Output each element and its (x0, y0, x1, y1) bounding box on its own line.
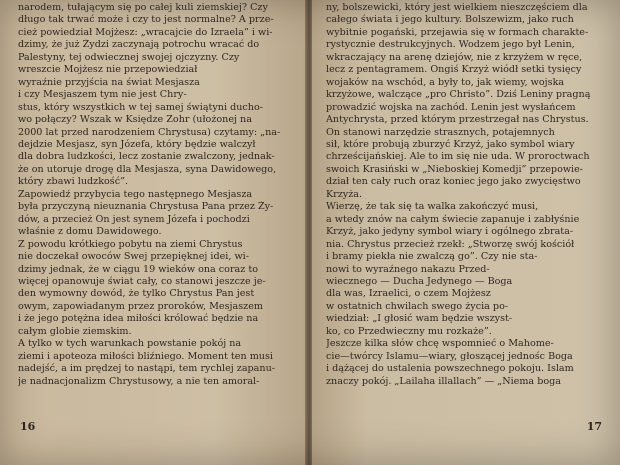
text-line: nie doczekał owoców Swej przepięknej idei, wi- (18, 251, 249, 263)
text-line: Wierzę, że tak się ta walka zakończyć musi, (326, 201, 539, 213)
text-line: sił, które probują zburzyć Krzyż, jako symbol wiary (326, 138, 575, 150)
text-line: Palestyny, tej odwiecznej swojej ojczyzny. Czy (18, 51, 240, 63)
text-line: długo tak trwać może i czy to jest normalne? A prze- (18, 14, 274, 26)
text-line: narodem, tułającym się po całej kuli ziemskiej? Czy (18, 2, 268, 13)
text-line: dział ten cały ruch oraz koniec jego jako zwycięstwo (326, 176, 581, 188)
text-line: dów, a przecież On jest synem Józefa i pochodzi (18, 213, 250, 225)
text-line: Antychrysta, przed którym przestrzegał nas Chrystus. (326, 114, 589, 126)
text-line: była przyczyną nieuznania Chrystusa Pana przez Ży- (18, 201, 274, 213)
text-line: wyraźnie przyjścia na świat Mesjasza (18, 76, 200, 88)
right-page (312, 0, 620, 465)
text-line: wkraczający na arenę dziejów, nie z krzyżem w ręce, (326, 51, 583, 63)
text-line: a wtedy znów na całym świecie zapanuje i zabłyśnie (326, 213, 580, 225)
text-line: Krzyż, jako jedyny symbol wiary i ogólnego zbrata- (326, 226, 574, 238)
text-line: owym, zapowiadanym przez proroków, Mesjaszem (18, 300, 263, 312)
text-line: dla dobra ludzkości, lecz zostanie zwalczony, jednak- (18, 151, 275, 163)
text-line: że on utoruje drogę dla Mesjasza, syna Dawidowego, (18, 163, 277, 175)
text-line: stus, który wszystkich w tej samej świątyni ducho- (18, 101, 263, 113)
text-line: lecz z pentagramem. Ongiś Krzyż wiódł setki tysięcy (326, 64, 582, 76)
text-line: nowi to wyraźnego nakazu Przed- (326, 263, 490, 275)
text-line: Z powodu krótkiego pobytu na ziemi Chrystus (18, 238, 243, 250)
text-line: Jeszcze kilka słów chcę wspomnieć o Mahome- (326, 338, 554, 350)
text-line: prowadzić wojska na zachód. Lenin jest wysłańcem (326, 101, 576, 113)
text-line: w ostatnich chwilach swego życia po- (326, 300, 509, 312)
text-line: chrześcijańskiej. Ale to im się nie uda. W proroctwach (326, 151, 590, 163)
left-page (0, 0, 306, 465)
text-line: całego świata i jego kultury. Bolszewizm, jako ruch (326, 14, 574, 26)
text-line: wybitnie pogański, przejawia się w formach charakte- (326, 26, 589, 38)
text-line: nadejść, a im prędzej to nastąpi, tem rychlej zapanu- (18, 363, 276, 375)
text-line: znaczy pokój. „Lailaha illallach” — „Niema boga (326, 375, 561, 387)
text-line: rystycznie destrukcyjnych. Wodzem jego był Lenin, (326, 39, 575, 51)
left-page-number: 16 (20, 420, 36, 433)
text-line: wiecznego — Ducha Jedynego — Boga (326, 275, 513, 287)
text-line: dejdzie Mesjasz, syn Józefa, który będzie walczył (18, 138, 256, 150)
text-line: nia. Chrystus przecież rzekł: „Stworzę swój kościół (326, 238, 575, 250)
text-line: wojaków na wschód, a były to, jak wiemy, wojska (326, 76, 565, 88)
text-line: właśnie z domu Dawidowego. (18, 226, 162, 238)
text-line: cież powiedział Mojżesz: „wracajcie do Izraela” i wi- (18, 26, 273, 38)
text-line: wo połączy? Wszak w Księdze Zohr (ułożonej na (18, 114, 252, 126)
left-page-text (18, 2, 296, 388)
text-line: dla was, Izraelici, o czem Mojżesz (326, 288, 491, 300)
text-line: dzimy jednak, że w ciągu 19 wieków ona coraz to (18, 263, 258, 275)
text-line: dzimy, że już Żydzi zaczynają potrochu wracać do (18, 39, 260, 51)
text-line: cie—twórcy Islamu—wiary, głoszącej jednośc Boga (326, 350, 573, 362)
text-line: i czy Mesjaszem tym nie jest Chry- (18, 89, 187, 101)
text-line: On stanowi narzędzie strasznych, potajemnych (326, 126, 555, 138)
text-line: Zapowiedź przybycia tego następnego Mesjasza (18, 188, 253, 200)
right-page-text (326, 2, 608, 388)
text-line: Krzyża. (326, 188, 363, 200)
text-line: ny, bolszewicki, który jest wielkiem nieszczęściem dla (326, 2, 588, 13)
text-line: który zbawi ludzkość”. (18, 176, 129, 188)
text-line: krzyżowe, walczące „pro Christo”. Dziś Leniny pragną (326, 89, 591, 101)
text-line: i dążącej do ustalenia powszechnego pokoju. Islam (326, 363, 574, 375)
text-line: A tylko w tych warunkach powstanie pokój na (18, 338, 242, 350)
text-line: ziemi i apoteoza miłości bliźniego. Moment ten musi (18, 350, 273, 362)
text-line: wiedział: „I głosić wam będzie wszyst- (326, 313, 513, 325)
text-line: ko, co Przedwieczny mu rozkaże”. (326, 325, 492, 337)
text-line: je nadnacjonalizm Chrystusowy, a nie ten amoral- (18, 375, 260, 387)
text-line: 2000 lat przed narodzeniem Chrystusa) czytamy: „na- (18, 126, 281, 138)
text-line: wreszcie Mojżesz nie przepowiedział (18, 64, 198, 76)
text-line: i że jego potężna idea miłości królować będzie na (18, 313, 259, 325)
text-line: całym globie ziemskim. (18, 325, 132, 337)
text-line: den wymowny dowód, że tylko Chrystus Pan jest (18, 288, 255, 300)
text-line: i bramy piekła nie zwalczą go”. Czy nie sta- (326, 251, 538, 263)
text-line: swoich Krasiński w „Nieboskiej Komedji” przepowie- (326, 163, 584, 175)
text-line: więcej opanowuje świat cały, co stanowi jeszcze je- (18, 275, 266, 287)
right-page-number: 17 (586, 420, 602, 433)
